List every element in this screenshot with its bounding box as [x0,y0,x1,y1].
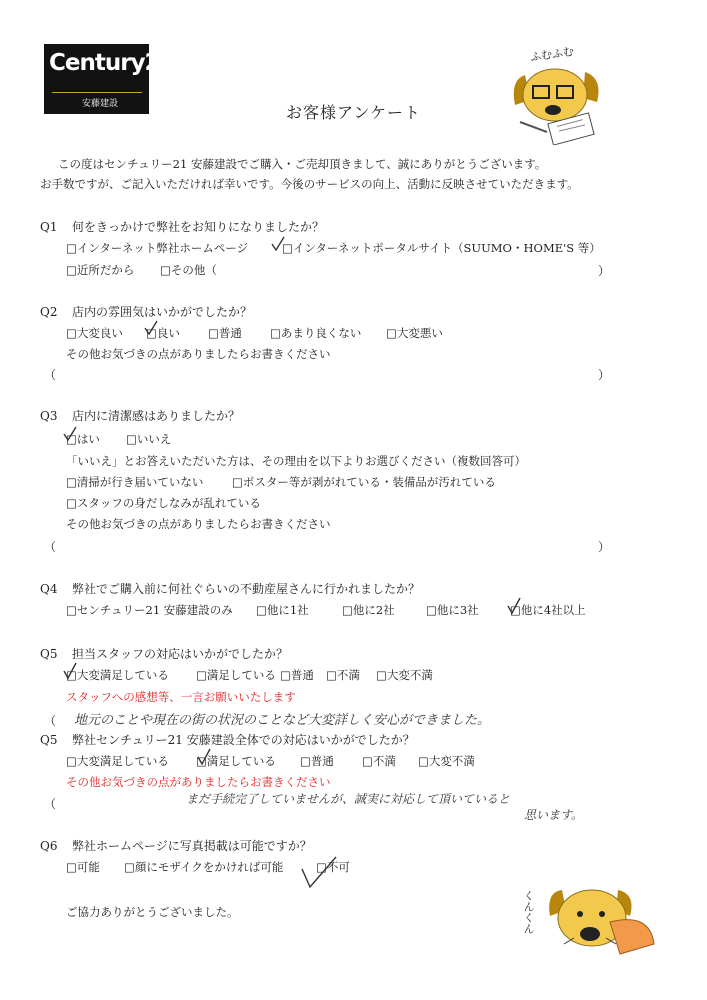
q3-note: その他お気づきの点がありましたらお書きください [66,517,331,531]
q4-text: 弊社でご購入前に何社ぐらいの不動産屋さんに行かれましたか？ [72,582,421,596]
logo-sub: 安藤建設 [82,99,119,109]
q3-reason-cleaning[interactable]: □清掃が行き届いていない [66,475,204,489]
q5a-very-satisfied-checkmark-icon [62,662,78,680]
intro-line-1: この度はセンチュリー21 安藤建設でご購入・ご売却頂きまして、誠にありがとうございます。 [58,157,547,171]
q4-option-2[interactable]: □他に2社 [342,603,395,617]
q5b-text: 弊社センチュリー21 安藤建設全体での対応はいかがでしたか？ [72,733,415,747]
q5a-text: 担当スタッフの対応はいかがでしたか？ [72,647,289,661]
q5a-staff-comment-prompt: スタッフへの感想等、一言お願いいたします [66,690,296,704]
q4-4plus-checkmark-icon [506,597,522,615]
q5b-comment-prompt: その他お気づきの点がありましたらお書きください [66,775,331,789]
thanks-message: ご協力ありがとうございました。 [66,905,239,919]
q5b-handwritten-answer-2: 思います。 [524,808,584,822]
page-title: お客様アンケート [285,103,422,122]
q3-option-yes[interactable]: □はい [66,432,100,446]
logo-underline [52,92,142,93]
q4-number: Q4 [40,582,58,596]
q2-text: 店内の雰囲気はいかがでしたか？ [72,305,253,319]
q6-option-mosaic[interactable]: □顔にモザイクをかければ可能 [124,860,284,874]
q3-question [40,407,240,424]
q1-option-portal[interactable]: □インターネットポータルサイト（SUUMO・HOME'S 等） [282,241,601,255]
q3-sub-prompt: 「いいえ」とお答えいただいた方は、その理由を以下よりお選びください（複数回答可） [66,454,526,468]
q2-option-good[interactable]: □良い [146,326,180,340]
q6-text: 弊社ホームページに写真掲載は可能ですか？ [72,839,312,853]
q2-note: その他お気づきの点がありましたらお書きください [66,347,331,361]
q3-reason-staff-appearance[interactable]: □スタッフの身だしなみが乱れている [66,496,261,510]
q5b-option-satisfied[interactable]: □満足している [196,754,276,768]
q1-portal-checkmark-icon [270,236,286,252]
q5b-handwritten-answer-1: まだ手続完了していませんが、誠実に対応して頂いていると [186,792,511,806]
q1-option-other[interactable]: □その他（ [160,263,217,277]
q3-text: 店内に清潔感はありましたか？ [72,409,241,423]
q5a-option-unsatisfied[interactable]: □不満 [326,668,360,682]
mascot-bottom-label: くんくん [522,890,535,934]
q5b-option-very-unsatisfied[interactable]: □大変不満 [418,754,475,768]
q2-open-paren: （ [44,368,57,382]
q5a-number: Q5 [40,647,58,661]
q2-option-very-good[interactable]: □大変良い [66,326,123,340]
q5b-satisfied-checkmark-icon [196,748,212,766]
q5a-option-very-unsatisfied[interactable]: □大変不満 [376,668,433,682]
q2-question [40,303,252,320]
q1-question [40,218,324,235]
q5b-open-paren: （ [44,797,57,811]
q3-open-paren: （ [44,540,57,554]
q5a-open-paren: （ [44,714,57,728]
q6-question [40,837,312,854]
q2-option-very-bad[interactable]: □大変悪い [386,326,443,340]
q4-option-only-us[interactable]: □センチュリー21 安藤建設のみ [66,603,233,617]
q3-yes-checkmark-icon [62,426,78,442]
q6-option-no[interactable]: □不可 [316,860,350,874]
q5b-option-normal[interactable]: □普通 [300,754,334,768]
logo-brand: Century21 [49,50,175,76]
q1-option-nearby[interactable]: □近所だから [66,263,135,277]
q4-option-4-plus[interactable]: □他に4社以上 [510,603,586,617]
q4-option-1[interactable]: □他に1社 [256,603,309,617]
q2-good-checkmark-icon [143,320,159,336]
mascot-top-label: ふむふむ [529,44,575,64]
q5a-option-normal[interactable]: □普通 [280,668,314,682]
q1-close-paren: ） [598,264,611,278]
q5b-number: Q5 [40,733,58,747]
q6-number: Q6 [40,839,58,853]
q2-number: Q2 [40,305,58,319]
q1-number: Q1 [40,220,58,234]
q3-close-paren: ） [598,540,611,554]
q4-question [40,580,420,597]
q5a-option-satisfied[interactable]: □満足している [196,668,276,682]
q2-close-paren: ） [598,368,611,382]
q5a-option-very-satisfied[interactable]: □大変満足している [66,668,169,682]
q5a-question [40,645,288,662]
mascot-sniffing-icon [540,882,660,962]
q5b-question [40,731,415,748]
q2-option-not-good[interactable]: □あまり良くない [270,326,362,340]
q6-option-ok[interactable]: □可能 [66,860,100,874]
q6-no-checkmark-icon [300,855,340,891]
q5a-handwritten-answer: 地元のことや現在の街の状況のことなど大変詳しく安心ができました。 [74,713,491,728]
q3-option-no[interactable]: □いいえ [126,432,172,446]
q5b-option-very-satisfied[interactable]: □大変満足している [66,754,169,768]
q4-option-3[interactable]: □他に3社 [426,603,479,617]
intro-line-2: お手数ですが、ご記入いただければ幸いです。今後のサービスの向上、活動に反映させていただきます。 [40,177,579,191]
q2-option-normal[interactable]: □普通 [208,326,242,340]
q3-number: Q3 [40,409,58,423]
q1-option-homepage[interactable]: □インターネット弊社ホームページ [66,241,249,255]
q3-reason-poster[interactable]: □ポスター等が剥がれている・装備品が汚れている [232,475,496,489]
q1-text: 何をきっかけで弊社をお知りになりましたか？ [72,220,325,234]
q5b-option-unsatisfied[interactable]: □不満 [362,754,396,768]
